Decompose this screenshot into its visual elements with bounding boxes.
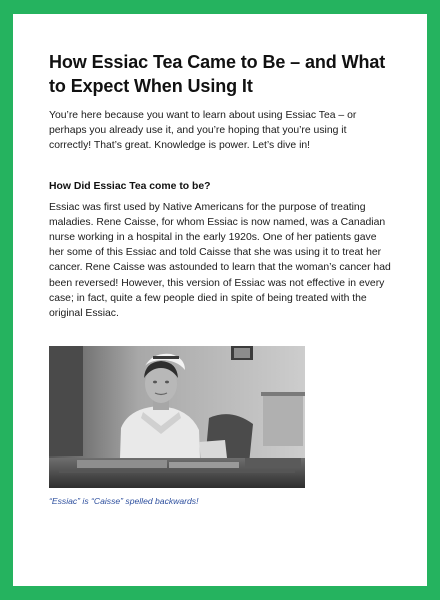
page-title: How Essiac Tea Came to Be – and What to Expect When Using It <box>49 52 386 96</box>
section-paragraph: Essiac was first used by Native Americans for the purpose of treating maladies. Rene Caisse, for whom Essiac is now named, was a Canadian nurse working in a hospital in the early 1920s. One of her patients gave her some of this Essiac and told Caisse that she was using it to treat her cancer. Rene Caisse was astounded to learn that the woman’s cancer had been reversed! However, this version of Essiac was not effective in every case; in fact, quite a few people died in spite of being treated with the original Essiac. <box>49 201 391 320</box>
intro-paragraph: You’re here because you want to learn about using Essiac Tea – or perhaps you already use it, and you’re hoping that you’re using it correctly! That’s great. Knowledge is power. Let’s dive in! <box>49 110 357 152</box>
section-heading: How Did Essiac Tea come to be? <box>49 180 211 192</box>
photo-caption: “Essiac” is “Caisse” spelled backwards! <box>49 496 199 507</box>
historical-photo <box>49 346 305 488</box>
document-page <box>13 14 427 586</box>
nurse-photo-illustration <box>49 346 305 488</box>
